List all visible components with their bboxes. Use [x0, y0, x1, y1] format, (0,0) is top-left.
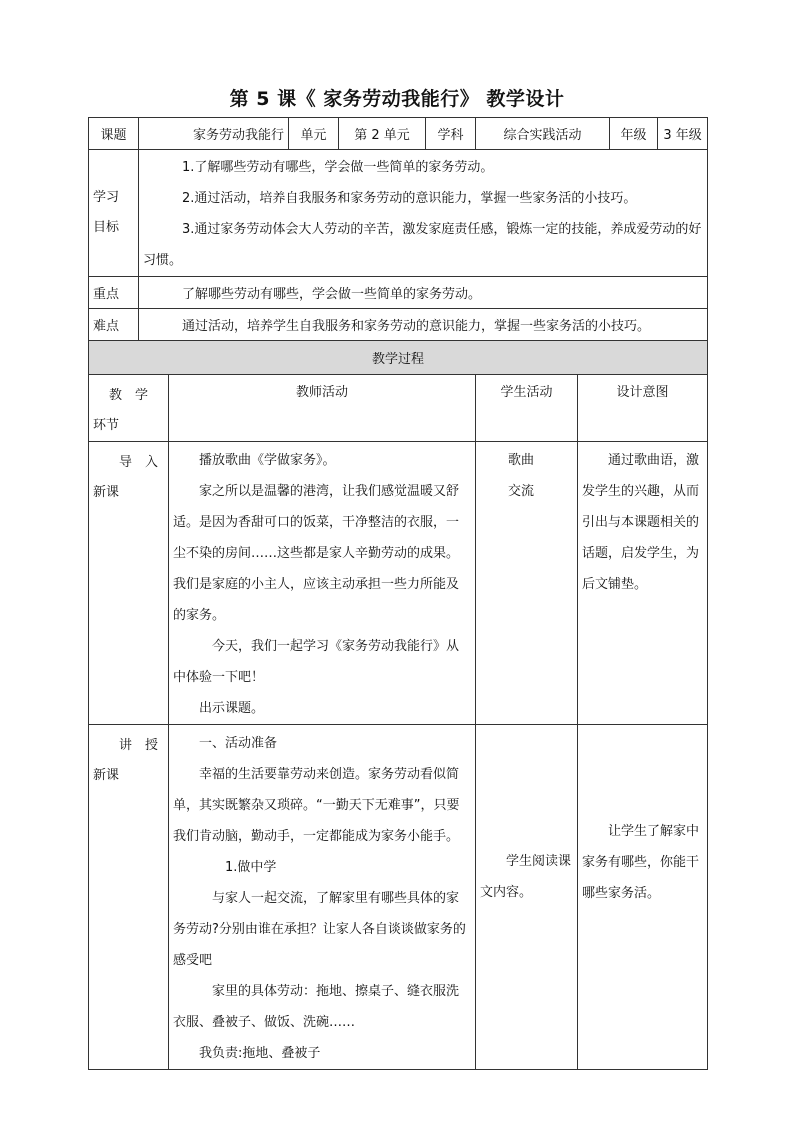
col-stage-header: [89, 375, 169, 442]
unit-value: 第 2 单元: [339, 118, 426, 150]
teacher-paragraph: 出示课题。: [199, 701, 265, 716]
difficulty-label: 难点: [89, 309, 139, 341]
teacher-paragraph: 一、活动准备: [199, 736, 278, 751]
col-intent-header: 设计意图: [578, 375, 708, 442]
teacher-paragraph: 与家人一起交流，了解家里有哪些具体的家务劳动?分别由谁在承担？让家人各自谈谈做家务的感受吧: [173, 891, 466, 968]
difficulty-text: 通过活动，培养学生自我服务和家务劳动的意识能力，掌握一些家务活的小技巧。: [139, 309, 708, 341]
goals-content: [139, 150, 708, 277]
goal-item: 2.通过活动，培养自我服务和家务劳动的意识能力，掌握一些家务活的小技巧。: [182, 191, 637, 206]
teacher-paragraph: 1.做中学: [225, 860, 277, 875]
col-teacher-header: 教师活动: [169, 375, 476, 442]
col-stage-line2: 环节: [93, 418, 120, 433]
teacher-paragraph: 播放歌曲《学做家务》。: [199, 453, 336, 468]
intent-text: 通过歌曲语，激发学生的兴趣，从而引出与本课题相关的话题，启发学生，为后文铺垫。: [582, 453, 700, 592]
topic-value: 家务劳动我能行: [139, 118, 289, 150]
design-intent: [578, 442, 708, 725]
col-student-header: 学生活动: [476, 375, 578, 442]
stage-line1: 导 入: [118, 455, 158, 470]
goals-label: [89, 150, 139, 277]
col-stage-line1: 教 学: [108, 388, 148, 403]
stage-cell: [89, 442, 169, 725]
stage-line2: 新课: [93, 485, 120, 500]
stage-cell: [89, 725, 169, 1070]
grade-value: 3 年级: [658, 118, 708, 150]
subject-label: 学科: [426, 118, 476, 150]
goals-label-line1: 学习: [93, 190, 120, 205]
teacher-activity: [169, 442, 476, 725]
topic-label: 课题: [89, 118, 139, 150]
teacher-paragraph: 我负责:拖地、叠被子: [199, 1046, 321, 1061]
intent-text: 让学生了解家中家务有哪些，你能干哪些家务活。: [582, 823, 700, 901]
student-activity: [476, 725, 578, 1070]
key-point-text: 了解哪些劳动有哪些，学会做一些简单的家务劳动。: [139, 277, 708, 309]
teacher-paragraph: 幸福的生活要靠劳动来创造。家务劳动看似简单，其实既繁杂又琐碎。“一勤天下无难事”，只要我们肯动脑，勤动手，一定都能成为家务小能手。: [173, 767, 460, 844]
design-intent: [578, 725, 708, 1070]
teacher-paragraph: 家里的具体劳动：拖地、擦桌子、缝衣服洗衣服、叠被子、做饭、洗碗……: [173, 984, 460, 1030]
grade-label: 年级: [610, 118, 658, 150]
subject-value: 综合实践活动: [476, 118, 610, 150]
lesson-plan-table: [88, 117, 708, 1070]
teacher-paragraph: 今天，我们一起学习《家务劳动我能行》从中体验一下吧！: [173, 639, 460, 685]
unit-label: 单元: [289, 118, 339, 150]
student-line: 学生阅读课文内容。: [480, 854, 572, 900]
process-header: 教学过程: [89, 341, 708, 375]
goal-item: 1.了解哪些劳动有哪些，学会做一些简单的家务劳动。: [182, 160, 494, 175]
teacher-activity: [169, 725, 476, 1070]
page-title: 第 5 课《 家务劳动我能行》 教学设计: [229, 88, 565, 110]
teacher-paragraph: 家之所以是温馨的港湾，让我们感觉温暖又舒适。是因为香甜可口的饭菜，干净整洁的衣服，一尘不染的房间……这些都是家人辛勤劳动的成果。我们是家庭的小主人，应该主动承担一些力所能及的家务。: [173, 484, 460, 623]
student-activity: [476, 442, 578, 725]
student-line: 歌曲: [508, 453, 535, 468]
goals-label-line2: 目标: [93, 220, 120, 235]
stage-line1: 讲 授: [118, 738, 158, 753]
key-point-label: 重点: [89, 277, 139, 309]
stage-line2: 新课: [93, 768, 120, 783]
goal-item: 3.通过家务劳动体会大人劳动的辛苦，激发家庭责任感，锻炼一定的技能，养成爱劳动的好习惯。: [143, 222, 702, 268]
student-line: 交流: [508, 484, 535, 499]
